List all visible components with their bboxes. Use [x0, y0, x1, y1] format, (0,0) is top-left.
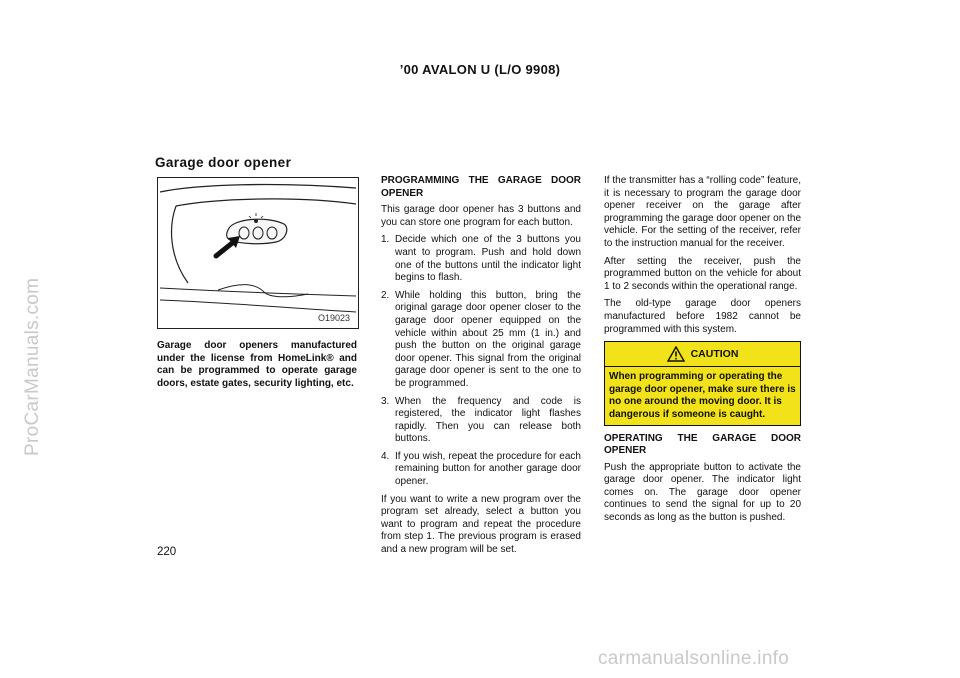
- step-item: [381, 396, 581, 446]
- programming-steps: [381, 234, 581, 488]
- step-item: [381, 234, 581, 284]
- programming-outro: If you want to write a new program over the program set already, select a button you want to program and repeat the procedure from step 1. The previous program is erased and a new program will be set.: [381, 493, 581, 556]
- step-number: 4.: [381, 450, 390, 462]
- operating-heading: OPERATING THE GARAGE DOOR OPENER: [604, 432, 801, 457]
- step-number: 2.: [381, 289, 390, 301]
- warning-triangle-icon: [667, 346, 685, 362]
- document-header-title: ’00 AVALON U (L/O 9908): [399, 62, 561, 77]
- watermark-procarmanuals: ProCarManuals.com: [22, 277, 43, 456]
- step-item: [381, 451, 581, 489]
- watermark-carmanualsonline: carmanualsonline.info: [598, 648, 790, 669]
- figure-caption: [157, 340, 357, 395]
- old-type-paragraph: The old-type garage door openers manufactured before 1982 cannot be programmed with this system.: [604, 298, 801, 335]
- step-item: [381, 290, 581, 391]
- receiver-paragraph: After setting the receiver, push the programmed button on the vehicle for about 1 to 2 seconds within the operational range.: [604, 255, 801, 292]
- section-title: Garage door opener: [155, 155, 292, 170]
- step-number: 1.: [381, 234, 390, 246]
- rolling-code-paragraph: If the transmitter has a “rolling code” feature, it is necessary to program the garage door opener receiver on the garage after programming the garage door opener on the vehicle. For the setting of the receiver, refer to the instruction manual for the receiver.: [604, 175, 801, 249]
- step-text: When the frequency and code is registered, the indicator light flashes rapidly. Then you can release both buttons.: [395, 395, 581, 445]
- step-number: 3.: [381, 395, 390, 407]
- caution-box: [604, 341, 801, 425]
- operating-paragraph: Push the appropriate button to activate the garage door opener. The indicator light comes on. The garage door opener continues to send the signal for up to 20 seconds as long as the button is pushed.: [604, 461, 801, 524]
- programming-intro: This garage door opener has 3 buttons and you can store one program for each button.: [381, 204, 581, 228]
- step-text: Decide which one of the 3 buttons you want to program. Push and hold down one of the buttons until the indicator light begins to flash.: [395, 234, 581, 284]
- figure-code: O19023: [318, 313, 351, 323]
- page-number: 220: [157, 546, 177, 558]
- step-text: While holding this button, bring the original garage door opener closer to the garage door opener equipped on the vehicle within about 25 mm (1 in.) and push the button on the original garage door opener. This signal from the original garage door opener is sent to the one to be programmed.: [395, 289, 581, 389]
- right-column: [604, 175, 801, 530]
- programming-heading: PROGRAMMING THE GARAGE DOOR OPENER: [381, 175, 581, 199]
- middle-column: [381, 175, 581, 562]
- caution-header: [605, 342, 800, 367]
- step-text: If you wish, repeat the procedure for each remaining button for another garage door opener.: [395, 450, 581, 488]
- caution-label: CAUTION: [690, 347, 739, 360]
- garage-door-opener-drawing: [158, 178, 358, 328]
- caption-text: Garage door openers manufactured under the license from HomeLink® and can be programmed to operate garage doors, estate gates, security lighting, etc.: [157, 340, 357, 389]
- caution-text: When programming or operating the garage door opener, make sure there is no one around the moving door. It is dangerous if someone is caught.: [605, 367, 800, 424]
- garage-door-opener-illustration: [157, 177, 359, 329]
